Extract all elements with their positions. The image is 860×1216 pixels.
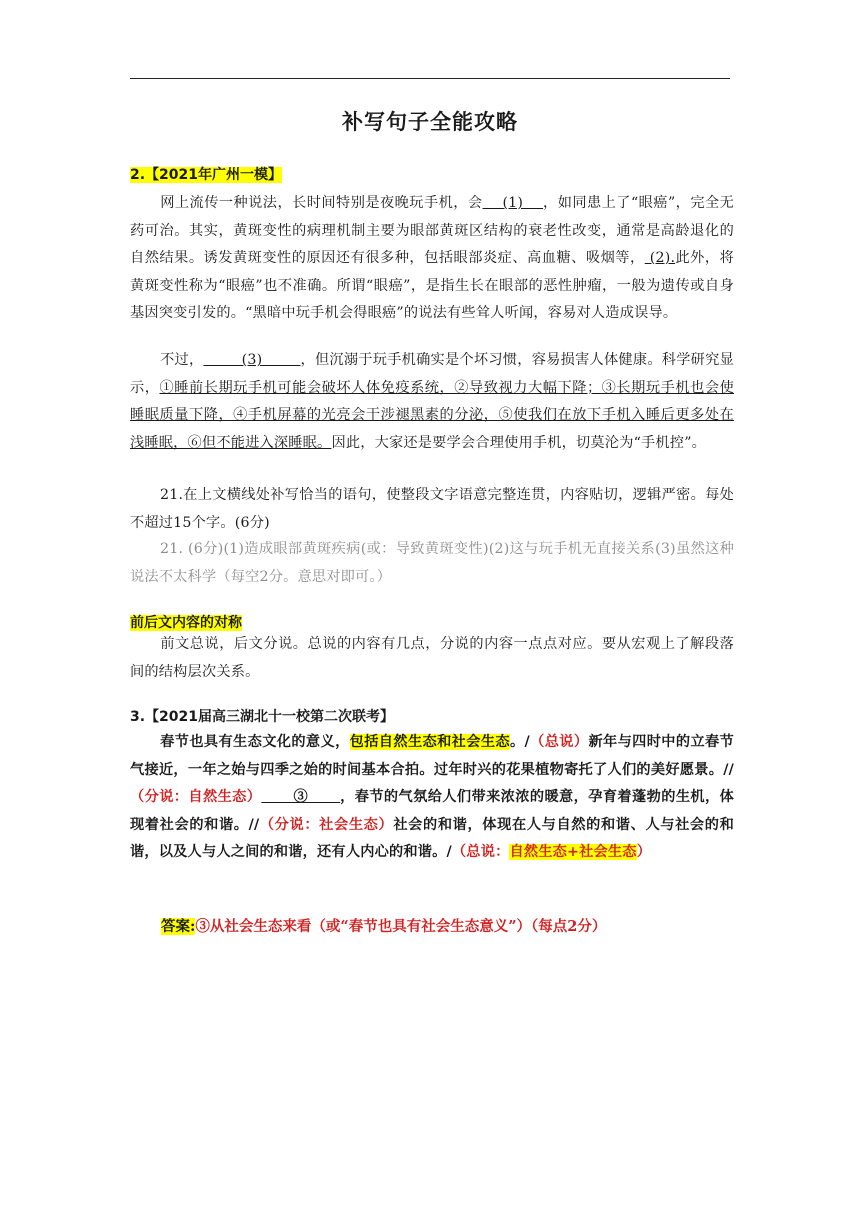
q2-answer (130, 536, 734, 591)
q2-question-text: 21.在上文横线处补写恰当的语句，使整段文字语意完整连贯，内容贴切，逻辑严密。每处不超过15个字。(6分) (130, 487, 734, 531)
q2-answer-text: 21. (6分)(1)造成眼部黄斑疾病(或：导致黄斑变性)(2)这与玩手机无直接关系(3)虽然这种说法不太科学（每空2分。意思对即可。） (130, 541, 734, 585)
q3-highlight-2: 自然生态+社会生态 (509, 844, 637, 860)
method-heading (130, 612, 242, 632)
method-text: 前文总说，后文分说。总说的内容有几点，分说的内容一点点对应。要从宏观上了解段落间的结构层次关系。 (130, 636, 734, 680)
blank-3: (3) (203, 352, 301, 368)
q2-p2-text-b: ，但沉溺于玩手机确实是个坏习惯，容易损害人体健康。科学研究显示， (130, 352, 734, 396)
method-text-block (130, 631, 734, 686)
q2-p1-text-c: 此外，将黄斑变性称为“眼癌”也不准确。所谓“眼癌”，是指生长在眼部的恶性肿瘤，一般为遗传或自身基因突变引发的。“黑暗中玩手机会得眼癌”的说法有些耸人听闻，容易对人造成误导。 (130, 250, 734, 321)
q3-text-d: ，春节的气氛给人们带来浓浓的暖意，孕育着蓬勃的生机，体现着社会的和谐。// (130, 789, 734, 833)
q3-answer-text: ③从社会生态来看（或“春节也具有社会生态意义”）（每点2分） (195, 918, 607, 935)
q3-note-general-1: （总说） (529, 734, 589, 750)
q2-paragraph-1 (130, 190, 734, 328)
blank-2: (2). (644, 250, 676, 266)
q3-text-e: 社会的和谐，体现在人与自然的和谐、人与社会的和谐，以及人与人之间的和谐，还有人内心的和谐。/ (130, 816, 734, 860)
q2-p2-text-a: 不过， (160, 352, 204, 368)
q2-p2-text-c: 因此，大家还是要学会合理使用手机，切莫沦为“手机控”。 (331, 434, 707, 451)
header-rule (130, 78, 730, 79)
page-title: 补写句子全能攻略 (342, 109, 518, 134)
q2-heading-text: 2.【2021年广州一模】 (130, 167, 283, 183)
q2-heading (130, 164, 282, 184)
q2-underlined-sentences: ①睡前长期玩手机可能会破坏人体免疫系统，②导致视力大幅下降；③长期玩手机也会使睡眠质量下降，④手机屏幕的光亮会干涉褪黑素的分泌，⑤使我们在放下手机入睡后更多处在浅睡眠，⑥但不能进入深睡眠。 (130, 379, 734, 451)
q3-heading (130, 706, 394, 726)
q3-text-b: 。/ (509, 734, 530, 750)
q3-note-close: ） (636, 844, 652, 860)
q3-paragraph (130, 729, 734, 867)
q3-text-a: 春节也具有生态文化的意义， (160, 734, 350, 750)
blank-q3: ③ (261, 789, 341, 805)
q2-question (130, 482, 734, 537)
q3-highlight-1: 包括自然生态和社会生态 (349, 734, 510, 750)
q3-note-natural: （分说：自然生态） (130, 789, 262, 805)
method-heading-text: 前后文内容的对称 (130, 615, 242, 631)
q2-paragraph-2 (130, 347, 734, 457)
q3-note-social: （分说：社会生态） (259, 816, 394, 833)
q3-answer (161, 915, 606, 936)
q2-p1-text-b: ，如同患上了“眼癌”，完全无药可治。其实，黄斑变性的病理机制主要为眼部黄斑区结构的衰老性改变，通常是高龄退化的自然结果。诱发黄斑变性的原因还有很多种，包括眼部炎症、高血糖、吸烟等， (130, 195, 735, 266)
q3-heading-text: 3.【2021届高三湖北十一校第二次联考】 (130, 709, 395, 725)
q3-answer-label: 答案: (161, 918, 196, 935)
q2-p1-text-a: 网上流传一种说法，长时间特别是夜晚玩手机，会 (160, 195, 483, 211)
q3-note-general-2: （总说： (451, 844, 510, 860)
blank-1: (1) (482, 195, 544, 211)
q3-text-c: 新年与四时中的立春节气接近，一年之始与四季之始的时间基本合拍。过年时兴的花果植物寄托了人们的美好愿景。// (130, 734, 734, 778)
